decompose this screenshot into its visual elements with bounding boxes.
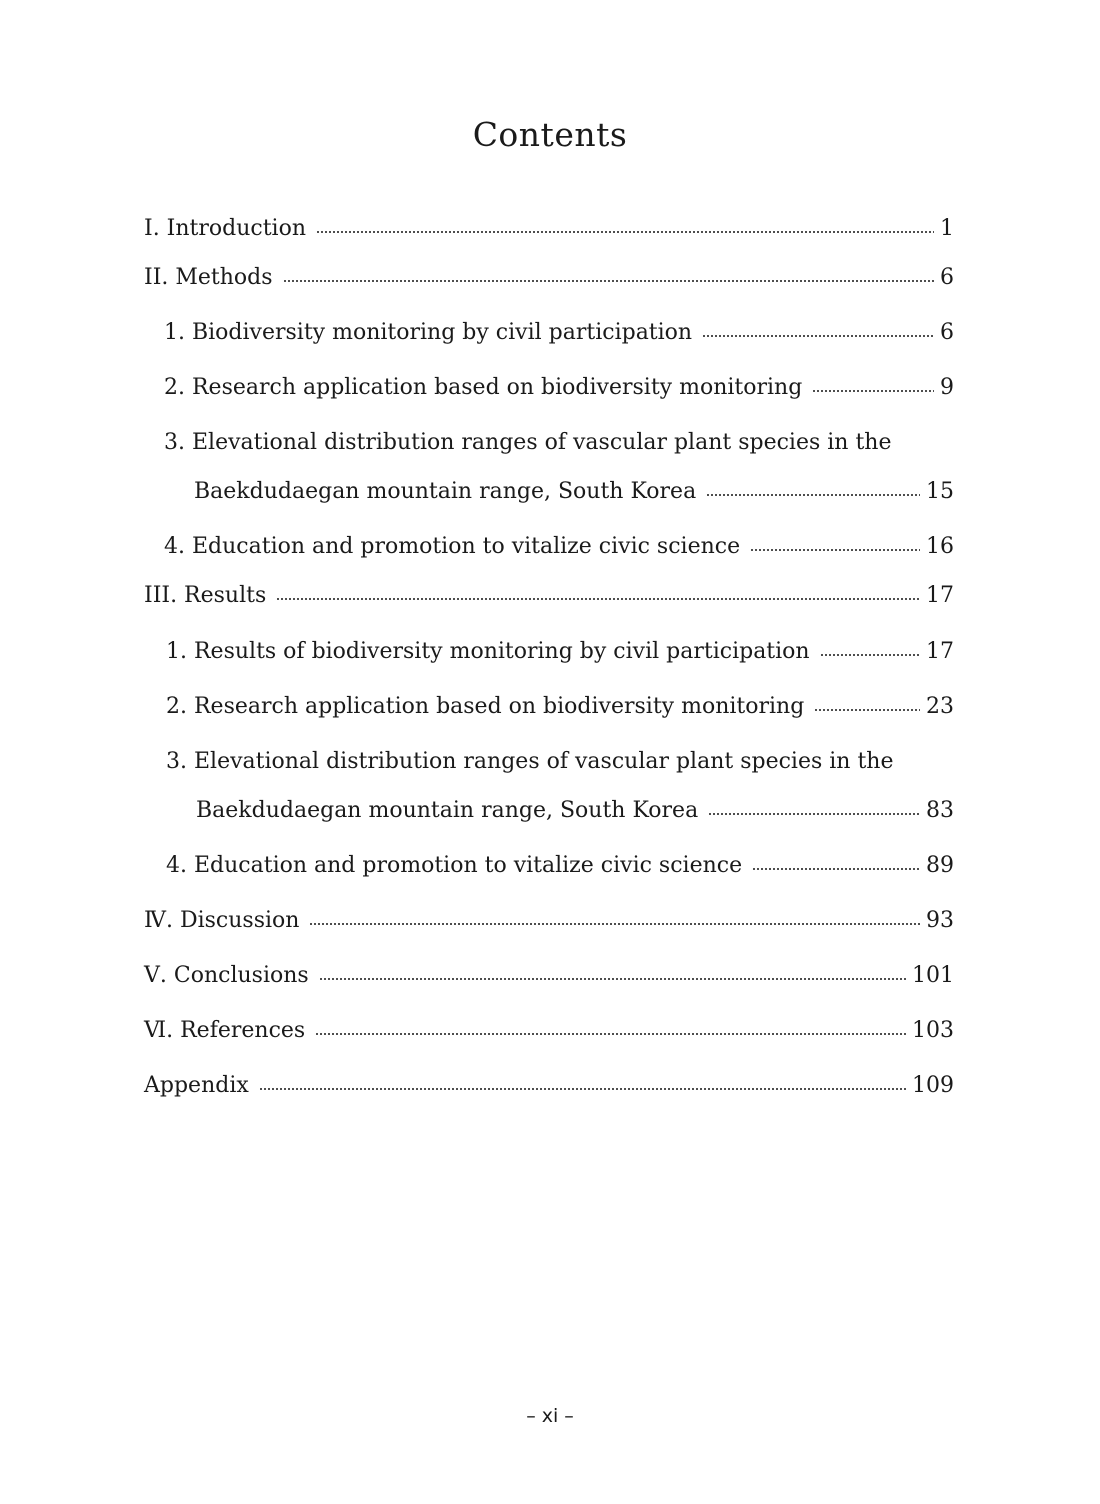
toc-entry-label: III. Results — [144, 583, 267, 608]
toc-page-number: 83 — [926, 798, 954, 823]
toc-entry-discussion[interactable] — [144, 904, 954, 938]
dot-leader — [702, 335, 934, 337]
dot-leader — [706, 494, 920, 496]
toc-entry-label: Ⅵ. References — [144, 1018, 306, 1043]
toc-page-number: 9 — [940, 375, 954, 400]
toc-entry-results-1[interactable] — [166, 635, 954, 669]
dot-leader — [316, 231, 934, 233]
toc-entry-label: 4. Education and promotion to vitalize civic science — [166, 853, 743, 878]
toc-entry-label: II. Methods — [144, 265, 273, 290]
toc-page-number: 89 — [926, 853, 954, 878]
toc-page-number: 103 — [912, 1018, 954, 1043]
toc-entry-conclusions[interactable] — [144, 959, 954, 993]
dot-leader — [750, 549, 920, 551]
toc-entry-introduction[interactable] — [144, 212, 954, 246]
dot-leader — [276, 598, 920, 600]
dot-leader — [752, 868, 920, 870]
toc-entry-methods-1[interactable] — [164, 316, 954, 350]
toc-entry-appendix[interactable] — [144, 1069, 954, 1103]
dot-leader — [309, 923, 920, 925]
toc-entry-label: 3. Elevational distribution ranges of vascular plant species in the — [164, 430, 892, 455]
toc-entry-label: 1. Results of biodiversity monitoring by civil participation — [166, 639, 810, 664]
dot-leader — [820, 654, 920, 656]
toc-page-number: 23 — [926, 694, 954, 719]
toc-entry-label: 4. Education and promotion to vitalize civic science — [164, 534, 741, 559]
toc-entry-label: 2. Research application based on biodiversity monitoring — [164, 375, 803, 400]
toc-entry-label: Ⅳ. Discussion — [144, 908, 300, 933]
toc-entry-methods-3[interactable] — [164, 426, 954, 460]
toc-entry-label: 2. Research application based on biodiversity monitoring — [166, 694, 805, 719]
toc-page-number: 93 — [926, 908, 954, 933]
dot-leader — [283, 280, 934, 282]
toc-entry-label: Baekdudaegan mountain range, South Korea — [194, 479, 697, 504]
toc-entry-results-3[interactable] — [166, 745, 954, 779]
dot-leader — [259, 1088, 906, 1090]
toc-page-number: 6 — [940, 265, 954, 290]
toc-page-number: 1 — [940, 216, 954, 241]
toc-page-number: 101 — [912, 963, 954, 988]
toc-page-number: 17 — [926, 583, 954, 608]
toc-entry-label: Ⅴ. Conclusions — [144, 963, 309, 988]
dot-leader — [708, 813, 920, 815]
toc-entry-methods-4[interactable] — [164, 530, 954, 564]
toc-entry-results-3-continued[interactable] — [196, 794, 954, 828]
toc-entry-label: Baekdudaegan mountain range, South Korea — [196, 798, 699, 823]
toc-entry-methods[interactable] — [144, 261, 954, 295]
toc-page-number: 109 — [912, 1073, 954, 1098]
dot-leader — [319, 978, 906, 980]
dot-leader — [812, 390, 934, 392]
page-number-footer: – xi – — [526, 1405, 574, 1427]
toc-page-number: 6 — [940, 320, 954, 345]
toc-entry-label: Appendix — [144, 1073, 249, 1098]
toc-entry-results-2[interactable] — [166, 690, 954, 724]
toc-entry-label: 3. Elevational distribution ranges of vascular plant species in the — [166, 749, 894, 774]
toc-entry-methods-3-continued[interactable] — [194, 475, 954, 509]
toc-page-number: 16 — [926, 534, 954, 559]
toc-entry-results-4[interactable] — [166, 849, 954, 883]
toc-entry-methods-2[interactable] — [164, 371, 954, 405]
toc-entry-results[interactable] — [144, 579, 954, 613]
dot-leader — [814, 709, 920, 711]
dot-leader — [315, 1033, 906, 1035]
page-title: Contents — [472, 115, 628, 154]
toc-page-number: 15 — [926, 479, 954, 504]
toc-entry-references[interactable] — [144, 1014, 954, 1048]
toc-entry-label: I. Introduction — [144, 216, 307, 241]
toc-entry-label: 1. Biodiversity monitoring by civil participation — [164, 320, 693, 345]
toc-page-number: 17 — [926, 639, 954, 664]
